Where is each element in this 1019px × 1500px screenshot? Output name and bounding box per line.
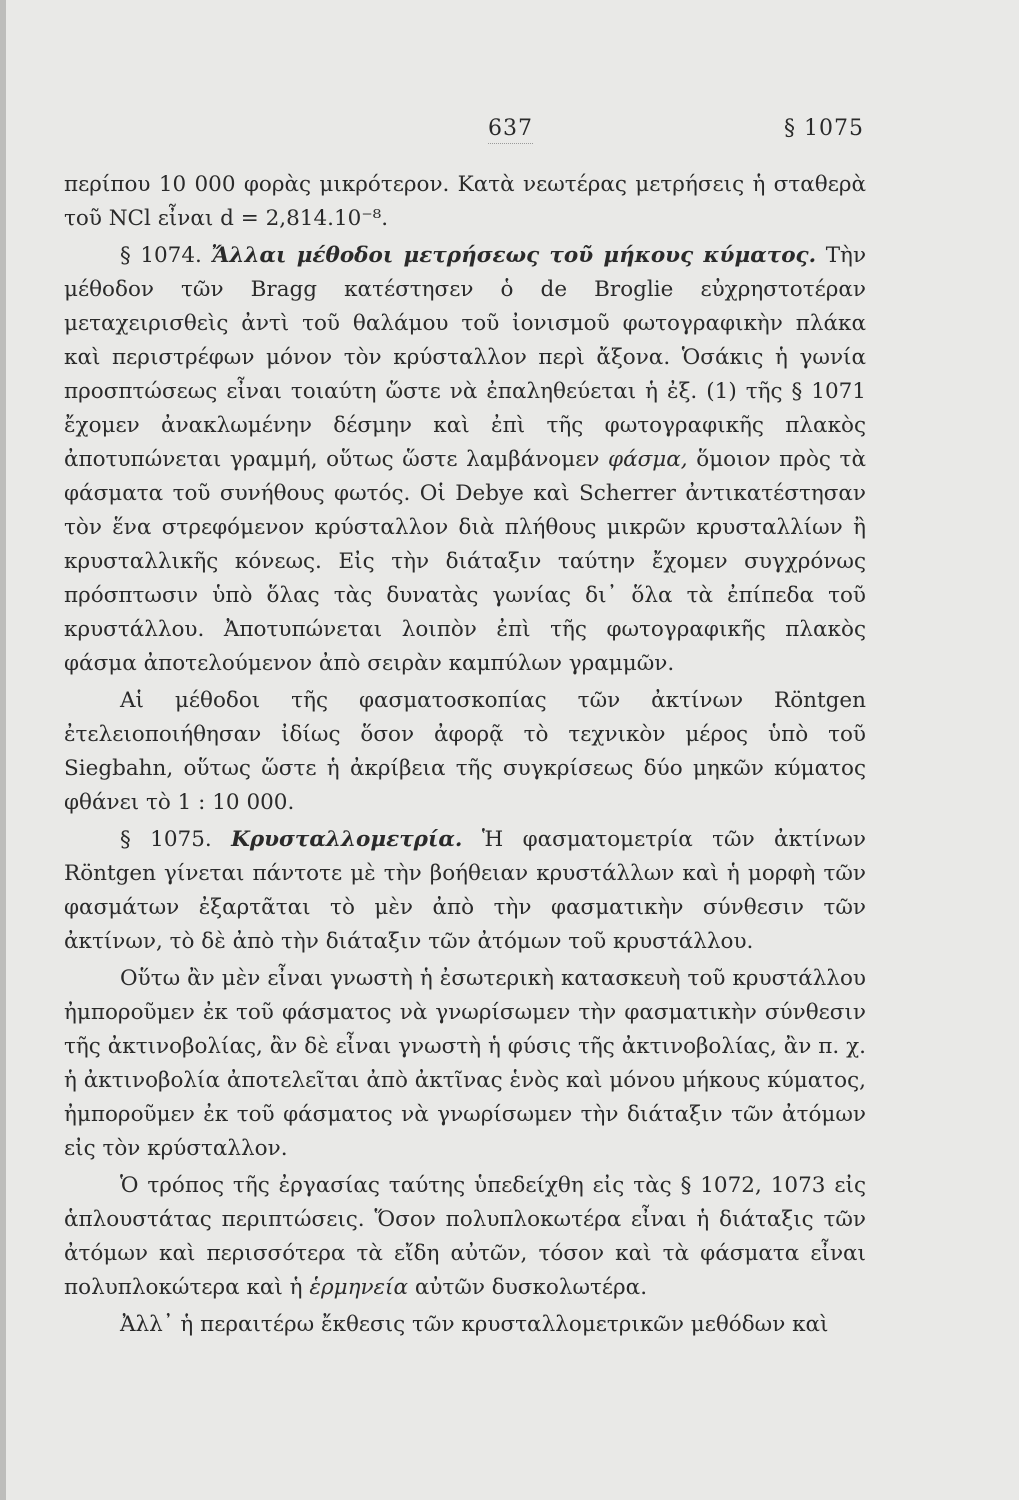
page-header: [0, 108, 1019, 148]
paragraph-text: αὐτῶν δυσκολωτέρα.: [414, 1275, 648, 1300]
running-section-ref: § 1075: [784, 116, 864, 141]
paragraph-text: περίπου 10 000 φορὰς μικρότερον. Κατὰ νεωτέρας μετρήσεις ἡ σταθερὰ τοῦ NCl εἶναι d = 2,814.10⁻⁸.: [64, 172, 866, 231]
paragraph-section-1075: [64, 823, 866, 959]
paragraph-text: Τὴν μέθοδον τῶν Bragg κατέστησεν ὁ de Broglie εὐχρηστοτέραν μεταχειρισθεὶς ἀντὶ τοῦ θαλάμου τοῦ ἰονισμοῦ φωτογραφικὴν πλάκα καὶ περιστρέφων μόνον τὸν κρύσταλλον περὶ ἄξονα. Ὁσάκις ἡ γωνία προσπτώσεως εἶναι τοιαύτη ὥστε νὰ ἐπαληθεύεται ἡ ἐξ. (1) τῆς § 1071 ἔχομεν ἀνακλωμένην δέσμην καὶ ἐπὶ τῆς φωτογραφικῆς πλακὸς ἀποτυπώνεται γραμμή, οὕτως ὥστε λαμβάνομεν: [64, 243, 867, 472]
section-number: § 1074.: [120, 243, 202, 268]
section-number: § 1075.: [120, 827, 212, 852]
body-text: [64, 168, 866, 1342]
page-number: 637: [488, 116, 533, 144]
paragraph-section-1074: [64, 239, 866, 681]
paragraph-text: ὅμοιον πρὸς τὰ φάσματα τοῦ συνήθους φωτός. Οἱ Debye καὶ Scherrer ἀντικατέστησαν τὸν ἕνα στρεφόμενον κρύσταλλον διὰ πλήθους μικρῶν κρυσταλλίων ἢ κρυσταλλικῆς κόνεως. Εἰς τὴν διάταξιν ταύτην ἔχομεν συγχρόνως πρόσπτωσιν ὑπὸ ὅλας τὰς δυνατὰς γωνίας δι᾽ ὅλα τὰ ἐπίπεδα τοῦ κρυστάλλου. Ἀποτυπώνεται λοιπὸν ἐπὶ τῆς φωτογραφικῆς πλακὸς φάσμα ἀποτελούμενον ἀπὸ σειρὰν καμπύλων γραμμῶν.: [64, 447, 866, 676]
paragraph-text: Ὁ τρόπος τῆς ἐργασίας ταύτης ὑπεδείχθη εἰς τὰς § 1072, 1073 εἰς ἁπλουστάτας περιπτώσεις. Ὅσον πολυπλοκωτέρα εἶναι ἡ διάταξις τῶν ἀτόμων καὶ περισσότερα τὰ εἴδη αὐτῶν, τόσον καὶ τὰ φάσματα εἶναι πολυπλοκώτερα καὶ ἡ: [64, 1173, 866, 1300]
paragraph-final: [64, 1308, 866, 1342]
italic-term: ἑρμηνεία: [309, 1275, 409, 1300]
italic-term: φάσμα,: [608, 447, 688, 472]
section-heading: Κρυσταλλομετρία.: [231, 827, 463, 852]
paragraph-text: Οὕτω ἂν μὲν εἶναι γνωστὴ ἡ ἐσωτερικὴ κατασκευὴ τοῦ κρυστάλλου ἠμποροῦμεν ἐκ τοῦ φάσματος νὰ γνωρίσωμεν τὴν φασματικὴν σύνθεσιν τῆς ἀκτινοβολίας, ἂν δὲ εἶναι γνωστὴ ἡ φύσις τῆς ἀκτινοβολίας, ἂν π. χ. ἡ ἀκτινοβολία ἀποτελεῖται ἀπὸ ἀκτῖνας ἑνὸς καὶ μόνου μήκους κύματος, ἠμποροῦμεν ἐκ τοῦ φάσματος νὰ γνωρίσωμεν τὴν διάταξιν τῶν ἀτόμων εἰς τὸν κρύσταλλον.: [64, 966, 866, 1161]
paragraph-text: Αἱ μέθοδοι τῆς φασματοσκοπίας τῶν ἀκτίνων Röntgen ἐτελειοποιήθησαν ἰδίως ὅσον ἀφορᾷ τὸ τεχνικὸν μέρος ὑπὸ τοῦ Siegbahn, οὕτως ὥστε ἡ ἀκρίβεια τῆς συγκρίσεως δύο μηκῶν κύματος φθάνει τὸ 1 : 10 000.: [64, 688, 866, 815]
paragraph-text: Ἀλλ᾽ ἡ περαιτέρω ἔκθεσις τῶν κρυσταλλομετρικῶν μεθόδων καὶ: [120, 1312, 829, 1337]
paragraph-structure: [64, 962, 866, 1166]
paragraph-siegbahn: [64, 684, 866, 820]
paragraph-text: Ἡ φασματομετρία τῶν ἀκτίνων Röntgen γίνεται πάντοτε μὲ τὴν βοήθειαν κρυστάλλων καὶ ἡ μορφὴ τῶν φασμάτων ἐξαρτᾶται τὸ μὲν ἀπὸ τὴν φασματικὴν σύνθεσιν τῶν ἀκτίνων, τὸ δὲ ἀπὸ τὴν διάταξιν τῶν ἀτόμων τοῦ κρυστάλλου.: [64, 827, 867, 954]
paragraph-continuation: [64, 168, 866, 236]
section-heading: Ἄλλαι μέθοδοι μετρήσεως τοῦ μήκους κύματος.: [211, 243, 817, 268]
paragraph-method: [64, 1169, 866, 1305]
page-edge-shadow: [0, 0, 6, 1500]
